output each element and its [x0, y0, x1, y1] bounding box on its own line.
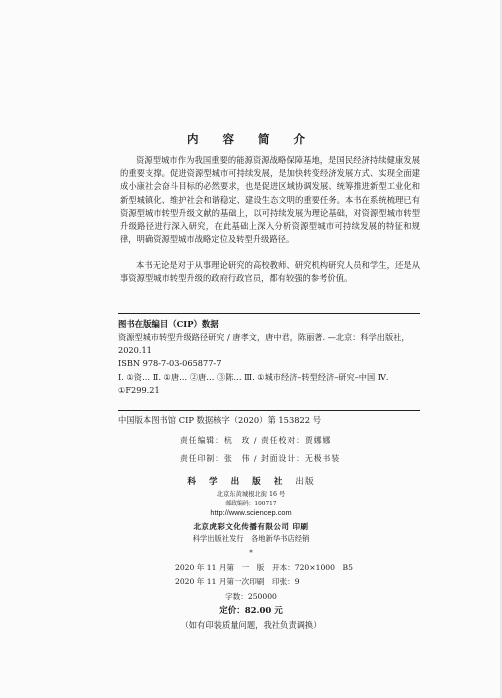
publisher-url: http://www.sciencep.com — [210, 508, 292, 517]
cip-classification: Ⅰ. ①资… Ⅱ. ①唐… ②唐… ③陈… Ⅲ. ①城市经济–转型经济–研究–中国 Ⅳ. ①F299.21 — [118, 371, 389, 395]
cip-top-rule — [118, 313, 420, 314]
word-count: 字数：250000 — [225, 592, 277, 601]
staff-production: 责任印制：张 伟 / 封面设计：无极书装 — [180, 454, 341, 463]
printer-name: 北京虎彩文化传播有限公司 印刷 — [193, 522, 309, 531]
separator-star: * — [249, 549, 253, 557]
edition-line: 2020 年 11 月第 一 版 开本：720×1000 B5 — [175, 563, 353, 572]
summary-paragraph-2: 本书无论是对于从事理论研究的高校教师、研究机构研究人员和学生，还是从事资源型城市转型升级的政府行政官员，都有较强的参考价值。 — [120, 260, 420, 284]
distribution-line: 科学出版社发行 各地新华书店经销 — [192, 534, 310, 543]
cip-body — [118, 331, 420, 397]
cip-heading: 图书在版编目（CIP）数据 — [118, 319, 219, 329]
cip-record-number: 中国版本图书馆 CIP 数据核字（2020）第 153822 号 — [118, 415, 321, 425]
staff-editors: 责任编辑：杭 玫 / 责任校对：贾娜娜 — [180, 436, 332, 445]
publisher-name-suffix: 出版 — [295, 477, 315, 487]
publisher-postal-code: 邮政编码：100717 — [225, 501, 277, 507]
cip-title-line: 资源型城市转型升级路径研究 / 唐孝文，唐中君，陈丽著. —北京：科学出版社，2020.11 — [118, 332, 410, 356]
summary-paragraph-1: 资源型城市作为我国重要的能源资源战略保障基地，是国民经济持续健康发展的重要支撑。促进资源型城市可持续发展，是加快转变经济发展方式、实现全面建成小康社会奋斗目标的必然要求，也是促进区域协调发展、统筹推进新型工业化和新型城镇化、维护社会和谐稳定、建设生态文明的重要任务。本书在系统梳理已有资源型城市转型升级文献的基础上，以可持续发展为理论基础，对资源型城市转型升级路径进行深入研究，在此基础上深入分析资源型城市可持续发展的特征和规律，明确资源型城市战略定位及转型升级路径。 — [120, 155, 420, 245]
quality-notice: （如有印装质量问题，我社负责调换） — [180, 620, 322, 630]
summary-title: 内 容 简 介 — [186, 132, 315, 146]
price: 定价：82.00 元 — [219, 606, 283, 616]
cip-bottom-rule — [118, 410, 420, 411]
cip-isbn: ISBN 978-7-03-065877-7 — [118, 358, 222, 369]
publisher-name-text: 科 学 出 版 社 — [187, 477, 288, 487]
printing-line: 2020 年 11 月第一次印刷 印张：9 — [175, 577, 300, 586]
publisher-address: 北京东黄城根北街 16 号 — [216, 491, 286, 498]
publisher-name — [0, 475, 502, 487]
